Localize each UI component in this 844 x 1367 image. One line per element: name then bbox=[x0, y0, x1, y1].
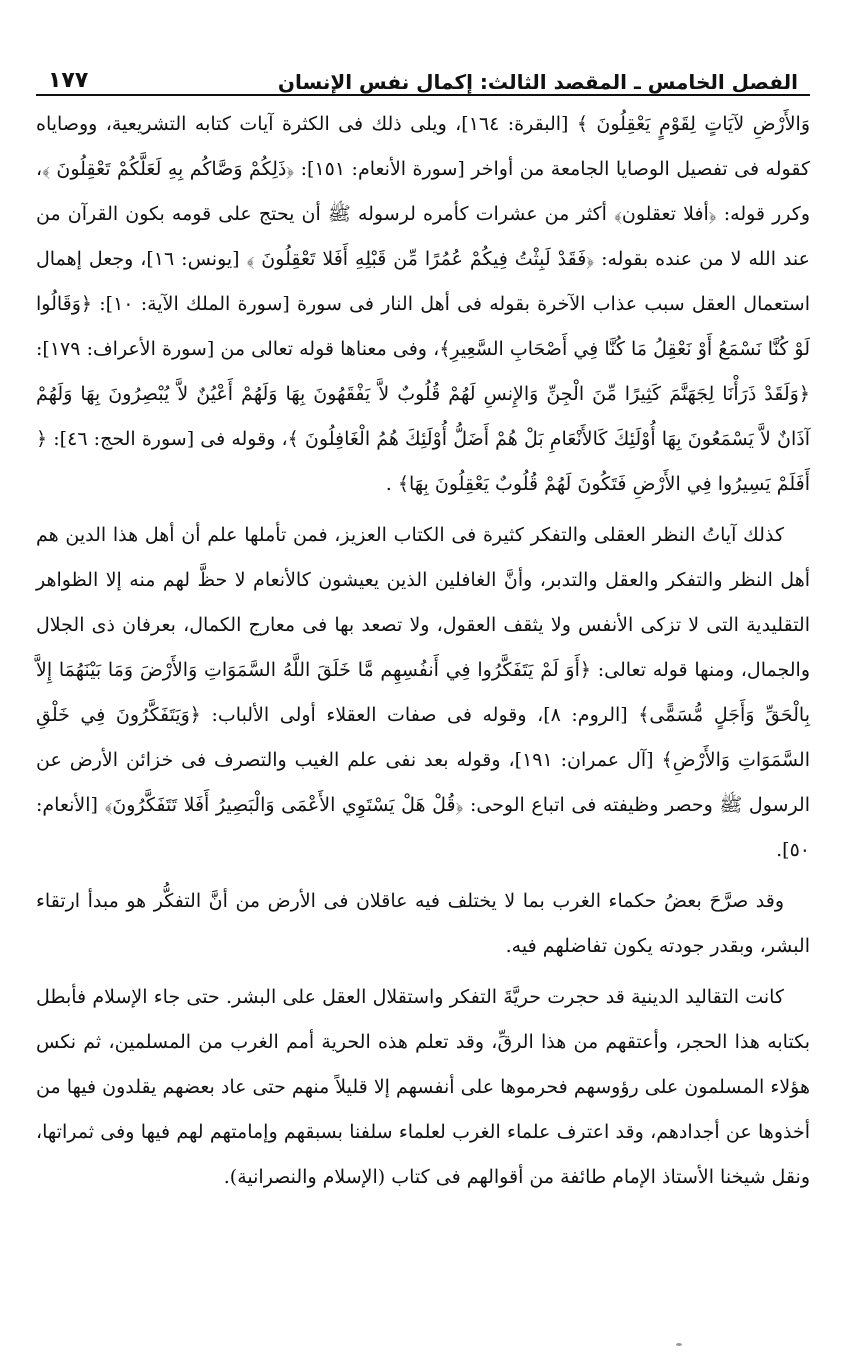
running-header bbox=[36, 50, 810, 96]
paragraph: وقد صرَّحَ بعضُ حكماء الغرب بما لا يختلف فيه عاقلان فى الأرض من أنَّ التفكُّر هو مبدأ ارتقاء البشر، وبقدر جودته يكون تفاضلهم فيه. bbox=[36, 890, 810, 957]
paragraph-continued: وَالأَرْضِ لآيَاتٍ لِقَوْمٍ يَعْقِلُونَ ﴾ [البقرة: ١٦٤]، ويلى ذلك فى الكثرة آيات كتابه التشريعية، ووصاياه كقوله فى تفصيل الوصايا الجامعة من أواخر [سورة الأنعام: ١٥١]: ﴿ذَلِكُمْ وَصَّاكُم بِهِ لَعَلَّكُمْ تَعْقِلُونَ ﴾، وكرر قوله: ﴿أفلا تعقلون﴾ أكثر من عشرات كأمره لرسوله ﷺ أن يحتج على قومه بكون القرآن من عند الله لا من عنده بقوله: ﴿فَقَدْ لَبِثْتُ فِيكُمْ عُمُرًا مِّن قَبْلِهِ أَفَلا تَعْقِلُونَ ﴾ [يونس: ١٦]، وجعل إهمال استعمال العقل سبب عذاب الآخرة بقوله فى أهل النار فى سورة [سورة الملك الآية: ١٠]: ﴿وَقَالُوا لَوْ كُنَّا نَسْمَعُ أَوْ نَعْقِلُ مَا كُنَّا فِي أَصْحَابِ السَّعِيرِ﴾، وفى معناها قوله تعالى من [سورة الأعراف: ١٧٩]: ﴿وَلَقَدْ ذَرَأْنَا لِجَهَنَّمَ كَثِيرًا مِّنَ الْجِنِّ وَالإِنسِ لَهُمْ قُلُوبٌ لاَّ يَفْقَهُونَ بِهَا وَلَهُمْ أَعْيُنٌ لاَّ يُبْصِرُونَ بِهَا وَلَهُمْ آذَانٌ لاَّ يَسْمَعُونَ بِهَا أُوْلَئِكَ كَالأَنْعَامِ بَلْ هُمْ أَضَلُّ أُوْلَئِكَ هُمُ الْغَافِلُونَ ﴾، وقوله فى [سورة الحج: ٤٦]: ﴿ أَفَلَمْ يَسِيرُوا فِي الأَرْضِ فَتَكُونَ لَهُمْ قُلُوبٌ يَعْقِلُونَ بِهَا﴾ . bbox=[36, 113, 811, 495]
scan-speck bbox=[676, 1343, 682, 1346]
chapter-title: الفصل الخامس ـ المقصد الثالث: إكمال نفس الإنسان bbox=[277, 70, 798, 94]
paragraph: كذلك آياتُ النظر العقلى والتفكر كثيرة فى الكتاب العزيز، فمن تأملها علم أن أهل هذا الدين هم أهل النظر والتفكر والعقل والتدبر، وأنَّ الغافلين الذين يعيشون كالأنعام لا حظَّ لهم منه إلا الظواهر التقليدية التى لا تزكى الأنفس ولا يثقف العقول، ولا تصعد بها فى معارج الكمال، بعرفان ذى الجلال والجمال، ومنها قوله تعالى: ﴿أَوَ لَمْ يَتَفَكَّرُوا فِي أَنفُسِهِم مَّا خَلَقَ اللَّهُ السَّمَوَاتِ وَالأَرْضَ وَمَا بَيْنَهُمَا إِلاَّ بِالْحَقِّ وَأَجَلٍ مُّسَمًّى﴾ [الروم: ٨]، وقوله فى صفات العقلاء أولى الألباب: ﴿وَيَتَفَكَّرُونَ فِي خَلْقِ السَّمَوَاتِ وَالأَرْضِ﴾ [آل عمران: ١٩١]، وقوله بعد نفى علم الغيب والتصرف فى خزائن الأرض عن الرسول ﷺ وحصر وظيفته فى اتباع الوحى: ﴿قُلْ هَلْ يَسْتَوِي الأَعْمَى وَالْبَصِيرُ أَفَلا تَتَفَكَّرُونَ﴾ [الأنعام: ٥٠]. bbox=[36, 524, 811, 861]
paragraph: كانت التقاليد الدينية قد حجرت حريَّةَ التفكر واستقلال العقل على البشر. حتى جاء الإسلام فأبطل بكتابه هذا الحجر، وأعتقهم من هذا الرقِّ، وقد تعلم هذه الحرية أمم الغرب من المسلمين، ثم نكس هؤلاء المسلمون على رؤوسهم فحرموها على أنفسهم إلا قليلاً منهم حتى عاد بعضهم يقلدون فيها من أخذوها عن أجدادهم، وقد اعترف علماء الغرب لعلماء سلفنا بسبقهم وإمامتهم لهم فيها وفى ثمراتها، ونقل شيخنا الأستاذ الإمام طائفة من أقوالهم فى كتاب (الإسلام والنصرانية). bbox=[36, 986, 810, 1188]
page-number: ١٧٧ bbox=[48, 67, 89, 93]
body-text bbox=[36, 102, 810, 1200]
